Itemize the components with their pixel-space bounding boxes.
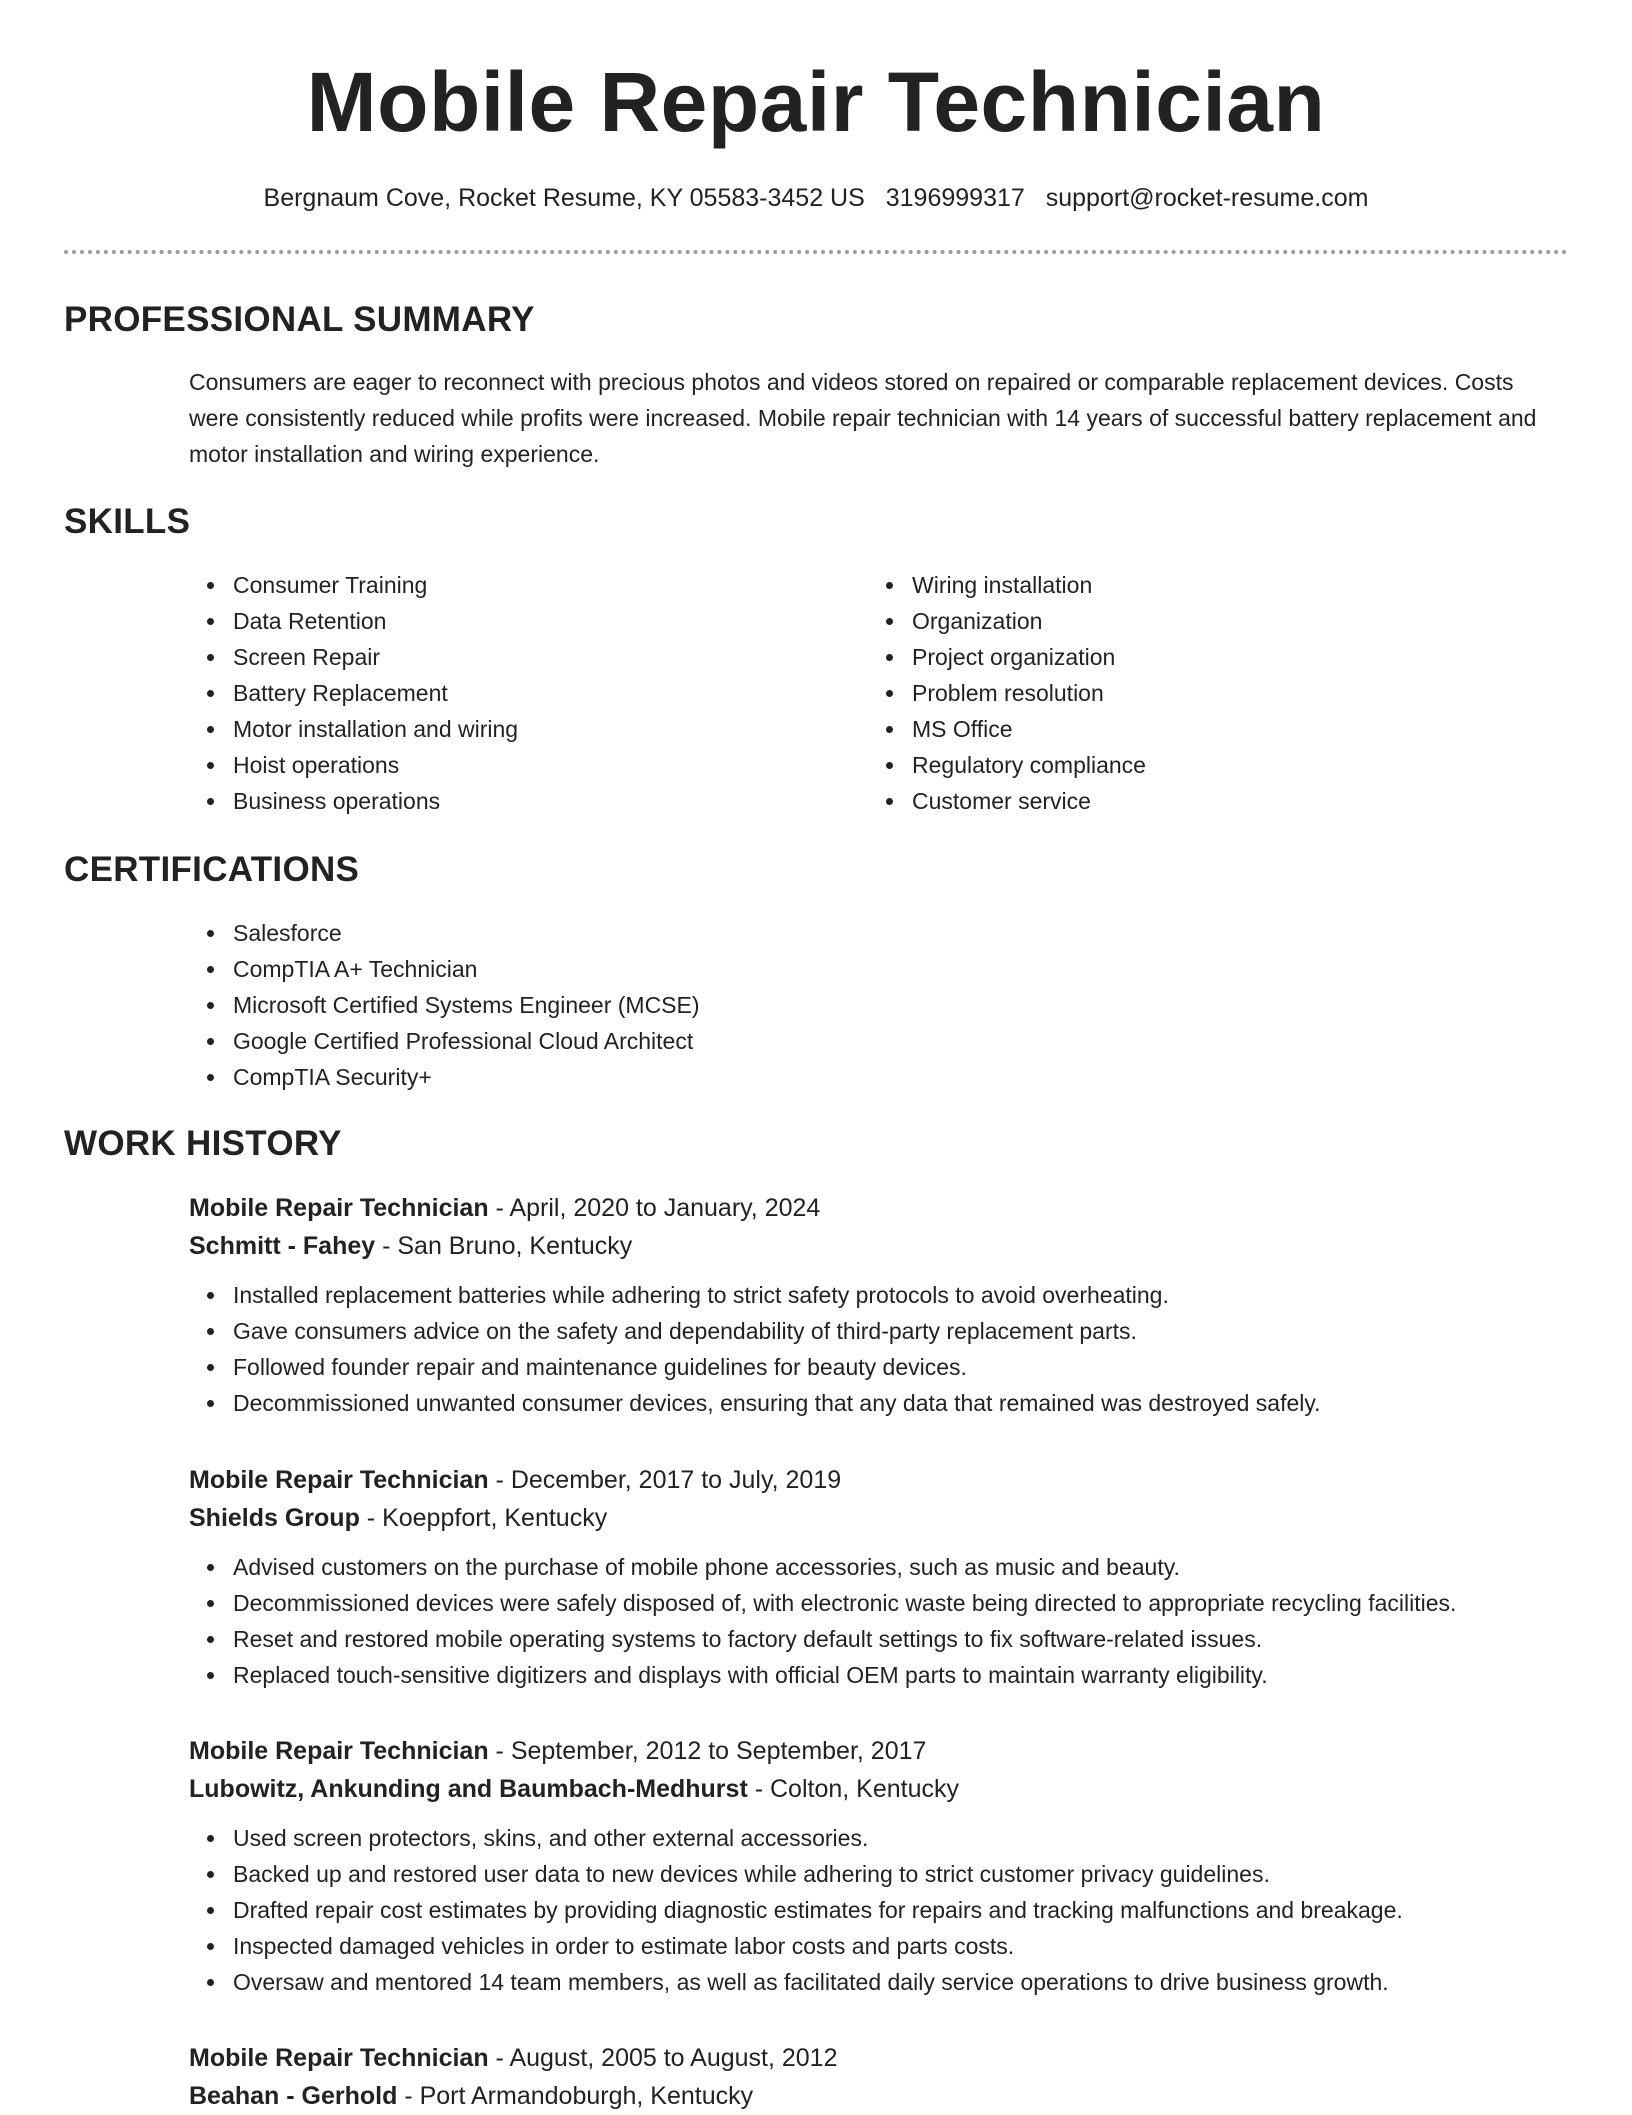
- job-entry: [189, 1189, 1589, 1421]
- job-dates: April, 2020 to January, 2024: [509, 1194, 821, 1222]
- list-item: Decommissioned unwanted consumer devices, ensuring that any data that remained was destroyed safely.: [233, 1385, 1589, 1421]
- certifications-list: [189, 915, 700, 1095]
- job-bullets: [189, 1820, 1589, 2000]
- list-item: Decommissioned devices were safely disposed of, with electronic waste being directed to appropriate recycling facilities.: [233, 1585, 1589, 1621]
- list-item: Followed founder repair and maintenance guidelines for beauty devices.: [233, 1349, 1589, 1385]
- list-item: Used screen protectors, skins, and other external accessories.: [233, 1820, 1589, 1856]
- list-item: Wiring installation: [912, 567, 1146, 603]
- work-history-heading: WORK HISTORY: [64, 1124, 342, 1163]
- list-item: Problem resolution: [912, 675, 1146, 711]
- separator: -: [488, 2044, 510, 2072]
- list-item: Regulatory compliance: [912, 747, 1146, 783]
- list-item: CompTIA Security+: [233, 1059, 700, 1095]
- list-item: Motor installation and wiring: [233, 711, 518, 747]
- job-location: Port Armandoburgh, Kentucky: [419, 2082, 754, 2110]
- job-role: Mobile Repair Technician: [189, 2044, 489, 2072]
- job-role: Mobile Repair Technician: [189, 1194, 489, 1222]
- skills-list-right: [868, 567, 1146, 819]
- job-location: Koeppfort, Kentucky: [382, 1504, 608, 1532]
- job-entry: [189, 1461, 1589, 1693]
- contact-line: [0, 180, 1632, 216]
- list-item: Screen Repair: [233, 639, 518, 675]
- job-company: Schmitt - Fahey: [189, 1232, 376, 1260]
- list-item: Oversaw and mentored 14 team members, as well as facilitated daily service operations to drive business growth.: [233, 1964, 1589, 2000]
- list-item: Consumer Training: [233, 567, 518, 603]
- separator: -: [397, 2082, 420, 2110]
- list-item: Salesforce: [233, 915, 700, 951]
- job-role: Mobile Repair Technician: [189, 1466, 489, 1494]
- separator: -: [488, 1194, 510, 1222]
- list-item: Installed replacement batteries while adhering to strict safety protocols to avoid overheating.: [233, 1277, 1589, 1313]
- list-item: Business operations: [233, 783, 518, 819]
- list-item: Google Certified Professional Cloud Architect: [233, 1023, 700, 1059]
- job-company-line: [189, 1227, 1589, 1265]
- skills-heading: SKILLS: [64, 502, 191, 541]
- job-dates: December, 2017 to July, 2019: [510, 1466, 842, 1494]
- resume-name: Mobile Repair Technician: [306, 55, 1326, 149]
- list-item: Customer service: [912, 783, 1146, 819]
- job-bullets: [189, 1549, 1589, 1693]
- list-item: Battery Replacement: [233, 675, 518, 711]
- summary-text: Consumers are eager to reconnect with precious photos and videos stored on repaired or comparable replacement devices. Costs were consistently reduced while profits were increased. Mobile repair technician with 14 years of successful battery replacement and motor installation and wiring experience.: [189, 369, 1537, 467]
- job-company-line: [189, 1499, 1589, 1537]
- job-title-line: [189, 2039, 1589, 2077]
- job-bullets: [189, 1277, 1589, 1421]
- job-location: Colton, Kentucky: [769, 1775, 959, 1803]
- job-company-line: [189, 1770, 1589, 1808]
- list-item: Project organization: [912, 639, 1146, 675]
- job-role: Mobile Repair Technician: [189, 1737, 489, 1765]
- job-dates: September, 2012 to September, 2017: [510, 1737, 927, 1765]
- job-company-line: [189, 2077, 1589, 2115]
- contact-email: support@rocket-resume.com: [1045, 184, 1369, 212]
- job-company: Lubowitz, Ankunding and Baumbach-Medhurst: [189, 1775, 748, 1803]
- job-dates: August, 2005 to August, 2012: [509, 2044, 838, 2072]
- job-title-line: [189, 1189, 1589, 1227]
- certifications-heading: CERTIFICATIONS: [64, 850, 360, 889]
- list-item: Microsoft Certified Systems Engineer (MCSE): [233, 987, 700, 1023]
- list-item: CompTIA A+ Technician: [233, 951, 700, 987]
- job-location: San Bruno, Kentucky: [397, 1232, 633, 1260]
- list-item: Inspected damaged vehicles in order to estimate labor costs and parts costs.: [233, 1928, 1589, 1964]
- separator: -: [375, 1232, 398, 1260]
- job-company: Shields Group: [189, 1504, 360, 1532]
- header-divider: [64, 250, 1568, 254]
- contact-address: Bergnaum Cove, Rocket Resume, KY 05583-3452 US: [263, 184, 865, 212]
- job-title-line: [189, 1732, 1589, 1770]
- list-item: Gave consumers advice on the safety and dependability of third-party replacement parts.: [233, 1313, 1589, 1349]
- list-item: Data Retention: [233, 603, 518, 639]
- summary-heading: PROFESSIONAL SUMMARY: [64, 300, 535, 339]
- separator: -: [488, 1466, 511, 1494]
- job-entry: [189, 1732, 1589, 2000]
- separator: -: [488, 1737, 511, 1765]
- contact-phone: 3196999317: [885, 184, 1025, 212]
- list-item: Reset and restored mobile operating systems to factory default settings to fix software-related issues.: [233, 1621, 1589, 1657]
- list-item: Drafted repair cost estimates by providing diagnostic estimates for repairs and tracking malfunctions and breakage.: [233, 1892, 1589, 1928]
- job-entry: [189, 2039, 1589, 2115]
- separator: -: [747, 1775, 770, 1803]
- list-item: Hoist operations: [233, 747, 518, 783]
- job-title-line: [189, 1461, 1589, 1499]
- job-company: Beahan - Gerhold: [189, 2082, 398, 2110]
- separator: -: [359, 1504, 383, 1532]
- list-item: Backed up and restored user data to new devices while adhering to strict customer privacy guidelines.: [233, 1856, 1589, 1892]
- list-item: Advised customers on the purchase of mobile phone accessories, such as music and beauty.: [233, 1549, 1589, 1585]
- list-item: Replaced touch-sensitive digitizers and displays with official OEM parts to maintain warranty eligibility.: [233, 1657, 1589, 1693]
- list-item: Organization: [912, 603, 1146, 639]
- list-item: MS Office: [912, 711, 1146, 747]
- skills-list-left: [189, 567, 518, 819]
